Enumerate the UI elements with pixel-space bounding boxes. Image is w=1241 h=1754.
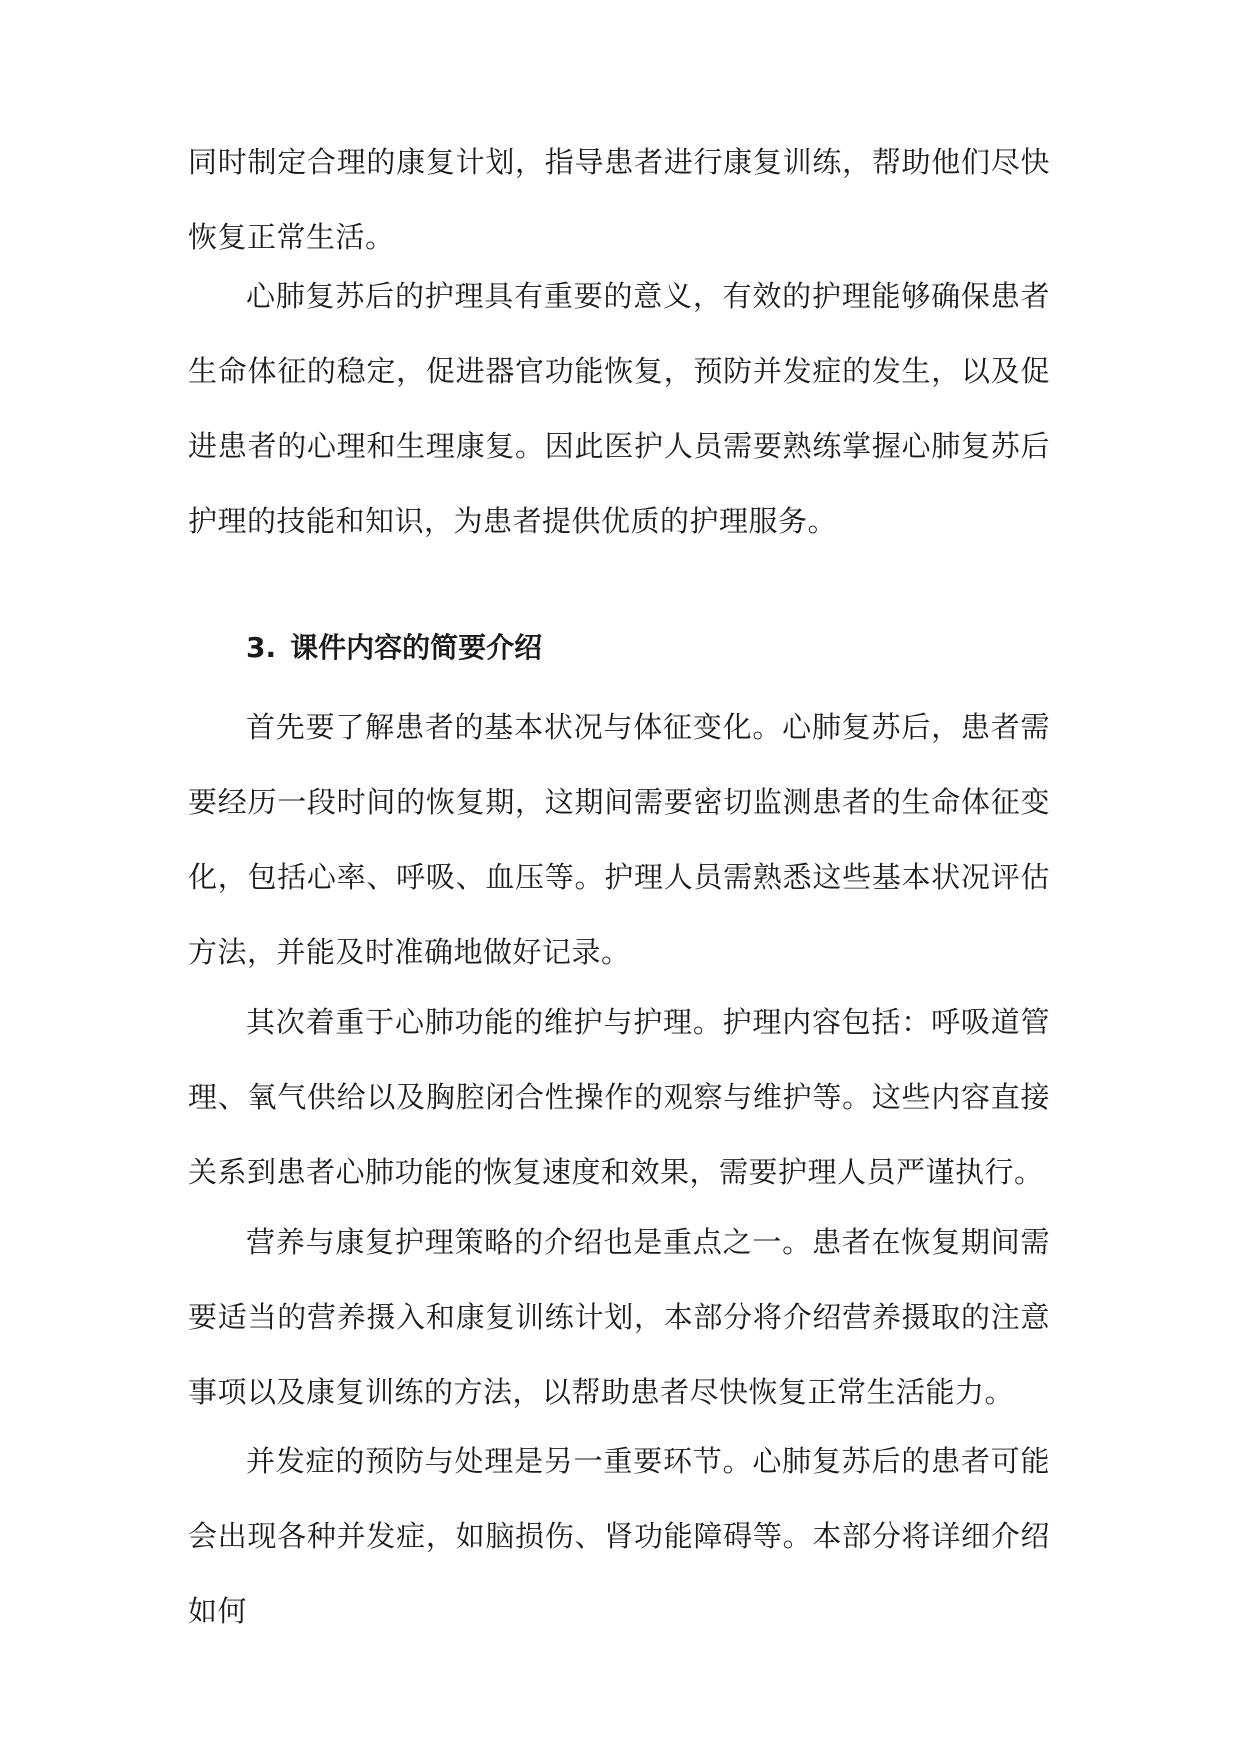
section-title: 课件内容的简要介绍	[290, 631, 543, 664]
paragraph-basic-status: 首先要了解患者的基本状况与体征变化。心肺复苏后，患者需要经历一段时间的恢复期，这期间需要密切监测患者的生命体征变化，包括心率、呼吸、血压等。护理人员需熟悉这些基本状况评估方法，并能及时准确地做好记录。	[188, 710, 1050, 969]
paragraph-continuation: 同时制定合理的康复计划，指导患者进行康复训练，帮助他们尽快恢复正常生活。	[188, 145, 1050, 254]
paragraph-importance: 心肺复苏后的护理具有重要的意义，有效的护理能够确保患者生命体征的稳定，促进器官功能恢复，预防并发症的发生，以及促进患者的心理和生理康复。因此医护人员需要熟练掌握心肺复苏后护理的技能和知识，为患者提供优质的护理服务。	[188, 279, 1050, 538]
paragraph-complications: 并发症的预防与处理是另一重要环节。心肺复苏后的患者可能会出现各种并发症，如脑损伤、肾功能障碍等。本部分将详细介绍如何	[188, 1444, 1050, 1628]
paragraph-cardiopulmonary-care: 其次着重于心肺功能的维护与护理。护理内容包括：呼吸道管理、氧气供给以及胸腔闭合性操作的观察与维护等。这些内容直接关系到患者心肺功能的恢复速度和效果，需要护理人员严谨执行。	[188, 1005, 1050, 1189]
paragraph-nutrition-rehab: 营养与康复护理策略的介绍也是重点之一。患者在恢复期间需要适当的营养摄入和康复训练计划，本部分将介绍营养摄取的注意事项以及康复训练的方法，以帮助患者尽快恢复正常生活能力。	[188, 1225, 1050, 1409]
section-heading	[246, 628, 1046, 668]
section-number: 3.	[246, 631, 277, 664]
